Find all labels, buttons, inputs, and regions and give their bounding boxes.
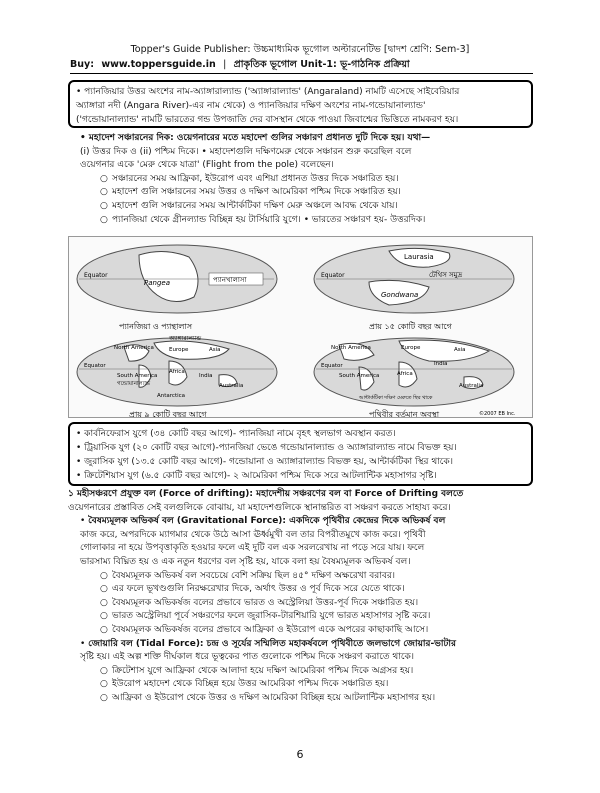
list-item: ○ বৈষম্যমূলক অভিকর্ষ বল সবচেয়ে বেশি সক্রিয় ছিল ৪৫° দক্ষিণ অক্ষরেখা বরাবর। xyxy=(100,570,396,581)
drift-maps-figure xyxy=(69,237,532,417)
europe-label: Europe xyxy=(169,347,189,353)
australia-label: Australia xyxy=(219,383,244,389)
gondwana-label: Gondwana xyxy=(381,291,419,299)
section-para: ওয়েগনার একে 'মেরু থেকে যাত্রা' (Flight from the pole) বলেছেন। xyxy=(80,160,334,171)
box1-line: অ্যাঙ্গারা নদী (Angara River)-এর নাম থেকে) ও প্যানজিয়ার দক্ষিণ অংশের নাম-গন্ডোয়ানাল্যান্ড' xyxy=(76,101,426,111)
equator-label: Equator xyxy=(321,272,345,279)
equator-label: Equator xyxy=(84,363,106,369)
section-para: • জোয়ারি বল (Tidal Force): চন্দ্র ও সূর্যের সম্মিলিত মহাকর্ষবলে পৃথিবীতে জলভাগে জোয়ার-ভাটার xyxy=(80,638,456,649)
map-90ma xyxy=(77,335,277,417)
section-para: সৃষ্টি হয়। এই অল্প শক্তি দীর্ঘকাল ধরে ভূত্বকের পাত গুলোকে পশ্চিম দিকে সঞ্চরণ করাতে থাকে। xyxy=(80,652,414,663)
drift-forces-section xyxy=(68,488,538,706)
section-para: • মহাদেশ সঞ্চারনের দিক: ওয়েগনারের মতে মহাদেশ গুলির সঞ্চারণ প্রধানত দুটি দিকে হয়। যথা— xyxy=(80,133,431,143)
box1-line: • প্যানজিয়ার উত্তর অংশের নাম-অ্যাঙ্গারাল্যান্ড ('অ্যাঙ্গারাল্যান্ড' (Angaraland) নামটি এসেছে সাইবেরিয়ার xyxy=(76,87,460,97)
north-america-label: North America xyxy=(331,345,371,351)
list-item: ○ মহাদেশ গুলি সঞ্চারনের সময় উত্তর ও দক্ষিণ আমেরিকা পশ্চিম দিকে সঞ্চারিত হয়। xyxy=(100,187,401,198)
list-item: ○ আফ্রিকা ও ইউরোপ থেকে উত্তর ও দক্ষিণ আমেরিকা বিচ্ছিন্ন হয়ে আটলান্টিক মহাসাগর হয়। xyxy=(100,692,436,703)
asia-label: Asia xyxy=(209,347,221,353)
section-para: (i) উত্তর দিক ও (ii) পশ্চিম দিকে। • মহাদেশগুলি দক্ষিণমেরু থেকে সঞ্চারন শুরু করেছিল বলে xyxy=(80,146,412,157)
unit-label: Unit-1: xyxy=(300,59,337,70)
section-para: কাজ করে, অপরদিকে ম্যাগমার থেকে উঠে আসা ঊর্ধ্বমুখী বল তার বিপরীতমুখে কাজ করে। পৃথিবী xyxy=(80,529,426,540)
era-item: • ট্রিয়াসিক যুগ (২০ কোটি বছর আগে)-প্যানজিয়া ভেঙে গন্ডোয়ানাল্যান্ড ও অ্যাঙ্গারাল্যান্ড নামে বিভক্ত হয়। xyxy=(76,443,457,453)
europe-label: Europe xyxy=(401,345,421,351)
list-item: ○ মহাদেশ গুলি সঞ্চারনের সময় আন্টার্কটিকা দক্ষিণ মেরু অঞ্চলে আবদ্ধ থেকে যায়। xyxy=(100,200,398,211)
credit-label: ©2007 EB Inc. xyxy=(479,411,516,417)
map3-caption: প্রায় ৯ কোটি বছর আগে xyxy=(129,410,207,417)
equator-label: Equator xyxy=(321,363,343,369)
geologic-eras-box xyxy=(68,422,533,486)
angaraland-label: অ্যাঙ্গারাল্যান্ড xyxy=(169,335,202,342)
subheader: Buy: www.toppersguide.in | প্রাকৃতিক ভূগোল Unit-1: ভূ-গাঠনিক প্রক্রিয়া xyxy=(70,59,410,70)
unit-title: ভূ-গাঠনিক প্রক্রিয়া xyxy=(340,59,410,70)
publisher-header: Topper's Guide Publisher: উচ্চমাধ্যমিক ভূগোল অল্টারনেটিভ [দ্বাদশ শ্রেণি: Sem-3] xyxy=(130,44,470,55)
list-item: ○ বৈষম্যমূলক অভিকর্ষজ বলের প্রভাবে ভারত ও অস্ট্রেলিয়া উত্তর-পূর্ব দিকে সঞ্চারিত হয়। xyxy=(100,597,419,608)
gondwana-label: গন্ডোয়ানাল্যান্ড xyxy=(117,381,151,387)
map4-caption: পৃথিবীর বর্তমান অবস্থা xyxy=(369,410,440,417)
section-para: • বৈষম্যমূলক অভিকর্ষ বল (Gravitational Force): একদিকে পৃথিবীর কেন্দ্রের দিকে অভিকর্ষ বল xyxy=(80,516,446,527)
list-item: ○ প্যানজিয়া থেকে গ্রীনল্যান্ড বিচ্ছিন্ন হয় টার্সিয়ারি যুগে। • ভারতের সঞ্চারণ হয়- উত্তরদিক। xyxy=(100,214,426,225)
map-pangea xyxy=(77,245,277,331)
antarctica-label: আন্টার্কটিকা দক্ষিণ মেরুতে স্থির থাকে xyxy=(359,395,433,401)
box1-line: ('গন্ডোয়ানাল্যান্ড' নামটি ভারতের গন্ড উপজাতি দের বাসস্থান থেকে পাওয়া জিবাশ্মের ভিত্তিতে নামকরণ হয়। xyxy=(76,115,459,125)
list-item: ○ ভারত অস্ট্রেলিয়া পূর্বে সঞ্চরণের ফলে জুরাসিক-টারশিয়ারি যুগে ভারত মহাসাগর সৃষ্টি করে। xyxy=(100,611,431,622)
north-america-label: North America xyxy=(114,345,154,351)
map2-caption: প্রায় ১৫ কোটি বছর আগে xyxy=(369,322,452,331)
south-america-label: South America xyxy=(339,373,380,379)
list-item: ○ ক্রিটেশাস যুগে আফ্রিকা থেকে আলাদা হয়ে দক্ষিণ আমেরিকা পশ্চিম দিকে অগ্রসর হয়। xyxy=(100,665,414,676)
laurasia-label: Laurasia xyxy=(404,253,434,261)
equator-label: Equator xyxy=(84,272,108,279)
header-divider xyxy=(70,73,533,74)
buy-label: Buy: xyxy=(70,59,94,70)
section-heading: ১ মহীসঞ্চরণে প্রযুক্ত বল (Force of drifting): মহাদেশীয় সঞ্চরণের বল বা Force of Drifting বলতে xyxy=(68,489,464,499)
panthalassa-label: প্যানখালাসা xyxy=(213,276,247,284)
antarctica-label: Antarctica xyxy=(157,393,186,399)
asia-label: Asia xyxy=(454,347,466,353)
page-number: 6 xyxy=(296,748,304,761)
section-para: গোলাকার না হয়ে উপবৃত্তাকৃতি হওয়ার ফলে এই দুটি বল এক সরলরেখায় না পড়ে সরে যায়। ফলে xyxy=(80,543,425,554)
drift-direction-section xyxy=(68,132,538,227)
subject-label: প্রাকৃতিক ভূগোল xyxy=(233,59,297,70)
section-para: ভারসাম্য বিঘ্নিত হয় ও এক নতুন ধরণের বল সৃষ্টি হয়, যাকে বলা হয় বৈষম্যমূলক অভিকর্ষ বল। xyxy=(80,556,411,567)
africa-label: Africa xyxy=(169,369,185,375)
section-para: ওয়েগনারের প্রস্তাবিত সেই বলগুলিকে বোঝায়, যা মহাদেশগুলিকে স্থানান্তরিত বা সঞ্চরণ করতে সাহায্য করে। xyxy=(68,502,451,513)
list-item: ○ বৈষম্যমূলক অভিকর্ষজ বলের প্রভাবে আফ্রিকা ও ইউরোপ একে অপরের কাছাকাছি আসে। xyxy=(100,624,429,635)
era-item: • জুরাসিক যুগ (১৩.৫ কোটি বছর আগে)- গন্ডোয়ানা ও অ্যাঙ্গারাল্যান্ড বিভক্ত হয়, আন্টার্কটিকা স্থির থাকে। xyxy=(76,457,453,467)
continental-drift-maps xyxy=(68,236,533,418)
map-present xyxy=(314,338,516,417)
australia-label: Australia xyxy=(459,383,484,389)
tethys-label: টেথিস সমুদ্র xyxy=(429,271,463,279)
india-label: India xyxy=(434,361,448,367)
map-laurasia-gondwana xyxy=(314,245,514,331)
era-item: • ক্রিটেশিয়াস যুগ (৬.৫ কোটি বছর আগে)- ২ আমেরিকা পশ্চিম দিকে সরে আটলান্টিক মহাসাগর সৃষ্টি। xyxy=(76,471,437,481)
south-america-label: South America xyxy=(117,373,158,379)
map1-caption: প্যানজিয়া ও প্যান্থালাস xyxy=(119,322,192,331)
list-item: ○ সঞ্চারনের সময় আফ্রিকা, ইউরোপ এবং এশিয়া প্রধানত উত্তর দিকে সঞ্চারিত হয়। xyxy=(100,173,399,184)
angaraland-info-box xyxy=(68,80,533,128)
africa-label: Africa xyxy=(397,371,413,377)
pangea-label: Pangea xyxy=(144,279,170,287)
list-item: ○ ইউরোপ মহাদেশ থেকে বিচ্ছিন্ন হয়ে উত্তর আমেরিকা পশ্চিম দিকে সঞ্চারিত হয়। xyxy=(100,679,389,690)
site-link[interactable]: www.toppersguide.in xyxy=(101,59,216,70)
era-item: • কার্বনিফেরাস যুগে (৩৪ কোটি বছর আগে)- প্যানজিয়া নামে বৃহৎ স্থলভাগ অবস্থান করত। xyxy=(76,429,396,439)
list-item: ○ এর ফলে ভূখণ্ডগুলি নিরক্ষরেখার দিকে, অর্থাৎ উত্তর ও পূর্ব দিকে সরে যেতে থাকে। xyxy=(100,584,405,595)
india-label: India xyxy=(199,373,213,379)
